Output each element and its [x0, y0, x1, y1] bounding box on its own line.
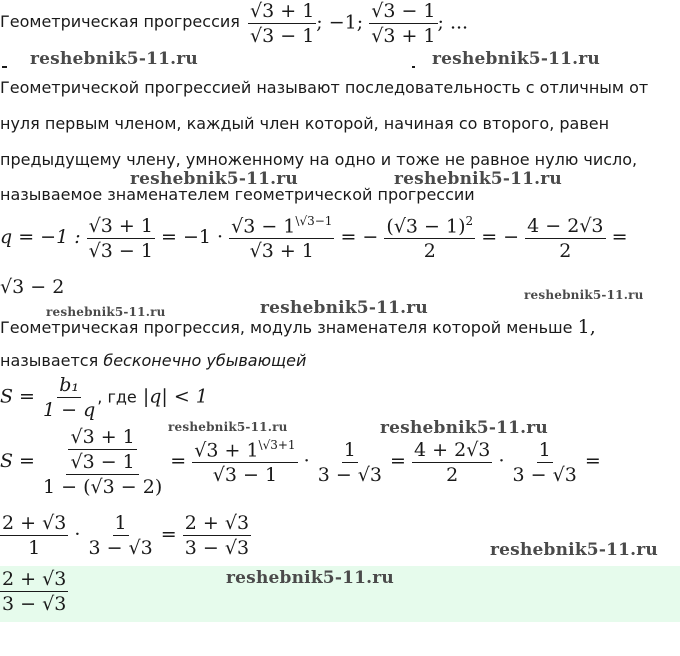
divider-mark	[412, 66, 415, 68]
answer-box	[0, 566, 680, 622]
definition-line-3: предыдущему члену, умноженному на одно и тоже не равное нулю число,	[0, 150, 638, 169]
watermark: reshebnik5-11.ru	[30, 49, 198, 69]
infinite-line-1: Геометрическая прогрессия, модуль знаменателя которой меньше 1,	[0, 316, 596, 338]
q-fraction-2: $\frac{√3 - 1^{\backslash√3-1}}{√3 + 1}$	[231, 214, 333, 263]
heading-sequence: $\frac{√3 + 1}{√3 - 1}$ ; −1; $\frac{√3 - 1}{√3 + 1}$ ; ...	[250, 0, 469, 47]
watermark: reshebnik5-11.ru	[130, 169, 298, 189]
watermark: reshebnik5-11.ru	[432, 49, 600, 69]
watermark: reshebnik5-11.ru	[524, 288, 644, 302]
q-fraction-1: $\frac{√3 + 1}{√3 - 1}$	[88, 214, 153, 262]
sum-calculation-2: $\frac{2 + √3}{1}$ · $\frac{1}{3 - √3}$ = $\frac{2 + √3}{3 - √3}$	[2, 512, 250, 559]
answer-fraction: $\frac{2 + √3}{3 - √3}$	[2, 568, 67, 615]
heading-term-2: −1	[328, 11, 357, 34]
sum-calculation: S = $\frac{\frac{√3 + 1}{√3 - 1}}{1 - (√3 - 2)}$ = $\frac{√3 + 1^{\backslash√3+1}}{√3 - 1}$ · $\frac{1}{3 - √3}$ = $\frac{4 + 2√3}{2}$ · $\frac{1}{3 - √3}$ =	[0, 426, 601, 498]
watermark: reshebnik5-11.ru	[394, 169, 562, 189]
sum-formula: S = $\frac{\text{b₁}}{1 - q}$ , где |q| < 1	[0, 374, 208, 421]
watermark: reshebnik5-11.ru	[46, 305, 166, 319]
watermark: reshebnik5-11.ru	[168, 420, 288, 434]
q-fraction-4: $\frac{4 - 2√3}{2}$	[527, 214, 604, 262]
definition-line-1: Геометрической прогрессией называют последовательность с отличным от	[0, 78, 649, 97]
watermark: reshebnik5-11.ru	[260, 298, 428, 318]
watermark: reshebnik5-11.ru	[226, 568, 394, 588]
watermark: reshebnik5-11.ru	[490, 540, 658, 560]
q-result: √3 − 2	[0, 276, 65, 298]
infinite-line-2: называется бесконечно убывающей	[0, 351, 307, 370]
definition-line-2: нуля первым членом, каждый член которой, начиная со второго, равен	[0, 114, 610, 133]
q-calculation: q = −1 : $\frac{√3 + 1}{√3 - 1}$ = −1 · $\frac{√3 - 1^{\backslash√3-1}}{√3 + 1}$ = − $\frac{(√3 - 1)^2}{2}$ = − $\frac{4 - 2√3}{2}$ =	[0, 214, 628, 263]
q-fraction-3: $\frac{(√3 - 1)^2}{2}$	[386, 214, 474, 263]
heading-term-1: $\frac{√3 + 1}{√3 - 1}$	[250, 0, 315, 47]
divider-mark	[2, 66, 7, 68]
sum-big-fraction: $\frac{\frac{√3 + 1}{√3 - 1}}{1 - (√3 - 2)}$	[43, 426, 163, 498]
heading-term-3: $\frac{√3 - 1}{√3 + 1}$	[371, 0, 436, 47]
heading-text: Геометрическая прогрессия	[0, 12, 240, 31]
heading-ellipsis: ...	[449, 11, 469, 34]
watermark: reshebnik5-11.ru	[380, 418, 548, 438]
definition-line-4: называемое знаменателем геометрической прогрессии	[0, 185, 475, 204]
